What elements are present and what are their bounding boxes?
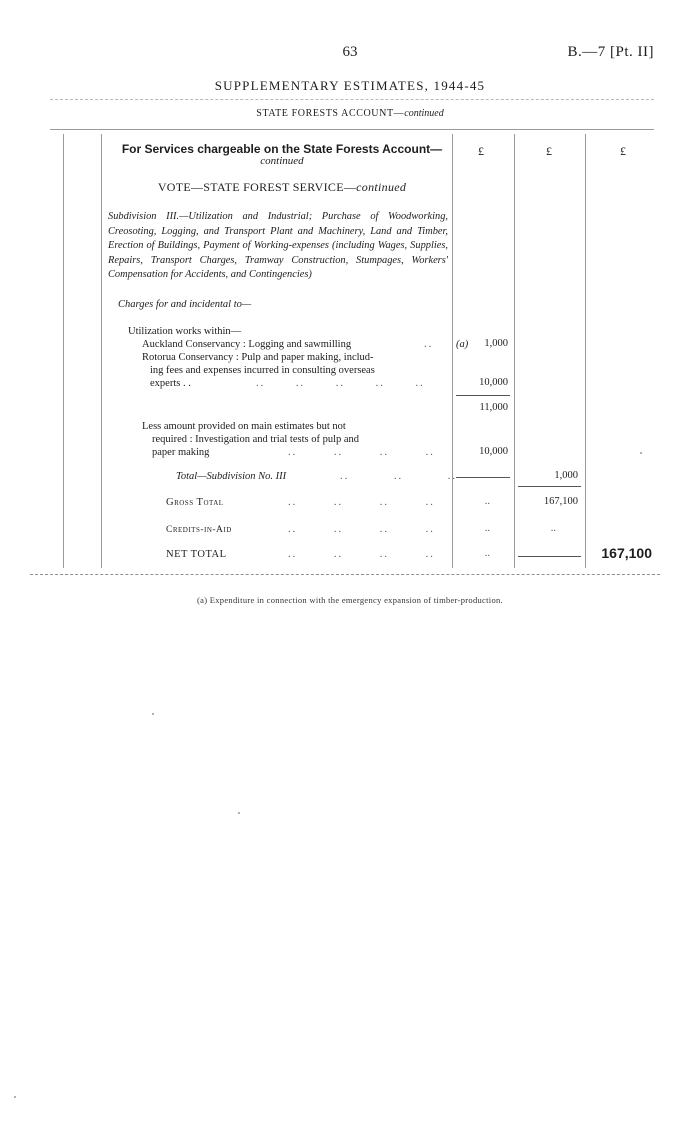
charges-label: Charges for and incidental to— — [118, 299, 252, 310]
vote-heading — [112, 180, 452, 195]
total-subdivision-value: 1,000 — [554, 470, 578, 481]
leader-dots: .. .. .. .. — [288, 524, 435, 535]
table-heading: For Services chargeable on the State Forests Account— — [121, 142, 443, 156]
leader-dots: .. .. .. .. .. — [256, 378, 425, 389]
page-number: 63 — [342, 44, 358, 60]
subtraction-rule — [456, 477, 510, 478]
leader-dots: .. .. .. .. — [288, 497, 435, 508]
column-line-pounds-1 — [452, 134, 453, 568]
title-divider — [50, 99, 654, 100]
auckland-item: Auckland Conservancy : Logging and sawmilling — [142, 339, 352, 350]
net-total-col1: .. — [484, 548, 490, 559]
subtitle-continued: continued — [404, 108, 444, 119]
subdivision-description: Subdivision III.—Utilization and Industrial; Purchase of Woodworking, Creosoting, Logging, and Transport Plant and Machinery, Land and Timber, Erection of Buildings, Payment of Working-expenses (including Wages, Supplies, Repairs, Transport Charges, Tramway Construction, Stumpages, Workers' Compensation for Accidents, and Contingencies) — [108, 211, 448, 281]
rotorua-item-line-1: Rotorua Conservancy : Pulp and paper making, includ- — [142, 352, 374, 363]
vote-heading-continued: continued — [356, 180, 407, 194]
credits-in-aid-label: Credits-in-Aid — [166, 525, 232, 535]
table-top-rule — [50, 129, 654, 130]
column-line-description — [101, 134, 102, 568]
page-title: SUPPLEMENTARY ESTIMATES, 1944-45 — [214, 78, 486, 93]
credits-col1: .. — [484, 523, 490, 534]
subtitle-main: STATE FORESTS ACCOUNT— — [256, 108, 405, 119]
table-bottom-rule — [30, 574, 660, 575]
currency-header-1: £ — [478, 144, 484, 158]
account-subtitle — [0, 108, 700, 119]
less-line-1: Less amount provided on main estimates but not — [142, 421, 346, 432]
utilization-label: Utilization works within— — [128, 326, 242, 337]
speck — [640, 452, 642, 454]
rotorua-item-line-3: experts . . — [150, 378, 191, 389]
speck — [152, 713, 154, 715]
gross-total-value: 167,100 — [543, 496, 578, 507]
auckland-footnote-marker: (a) — [456, 339, 469, 350]
credits-col2: .. — [550, 523, 556, 534]
net-total-rule — [518, 556, 581, 557]
column-line-pounds-3 — [585, 134, 586, 568]
less-line-2: required : Investigation and trial tests of pulp and — [152, 434, 360, 445]
leader-dots: .. — [424, 339, 434, 350]
leader-dots: .. .. .. .. — [288, 549, 435, 560]
vote-heading-main: VOTE—STATE FOREST SERVICE— — [157, 180, 357, 194]
table-heading-continued: continued — [260, 155, 304, 167]
net-total-label: NET TOTAL — [166, 549, 227, 560]
rotorua-value: 10,000 — [479, 377, 508, 388]
speck — [238, 812, 240, 814]
currency-header-3: £ — [620, 144, 626, 158]
less-line-3: paper making — [152, 447, 210, 458]
currency-header-2: £ — [546, 144, 552, 158]
gross-total-col1: .. — [484, 496, 490, 507]
document-reference: B.—7 [Pt. II] — [567, 44, 654, 60]
rotorua-item-line-2: ing fees and expenses incurred in consulting overseas — [150, 365, 375, 376]
speck — [14, 1096, 16, 1098]
footnote: (a) Expenditure in connection with the emergency expansion of timber-production. — [197, 595, 503, 605]
column-line-pounds-2 — [514, 134, 515, 568]
less-value: 10,000 — [479, 446, 508, 457]
total-subdivision-label: Total—Subdivision No. III — [176, 471, 287, 482]
margin-line-left — [63, 134, 64, 568]
gross-total-label: Gross Total — [166, 497, 224, 508]
auckland-value: 1,000 — [484, 338, 508, 349]
subtotal-rule — [456, 395, 510, 396]
leader-dots: .. .. .. — [340, 471, 457, 482]
net-total-value: 167,100 — [601, 545, 652, 561]
total-rule — [518, 486, 581, 487]
combined-value: 11,000 — [479, 402, 508, 413]
leader-dots: .. .. .. .. — [288, 447, 435, 458]
